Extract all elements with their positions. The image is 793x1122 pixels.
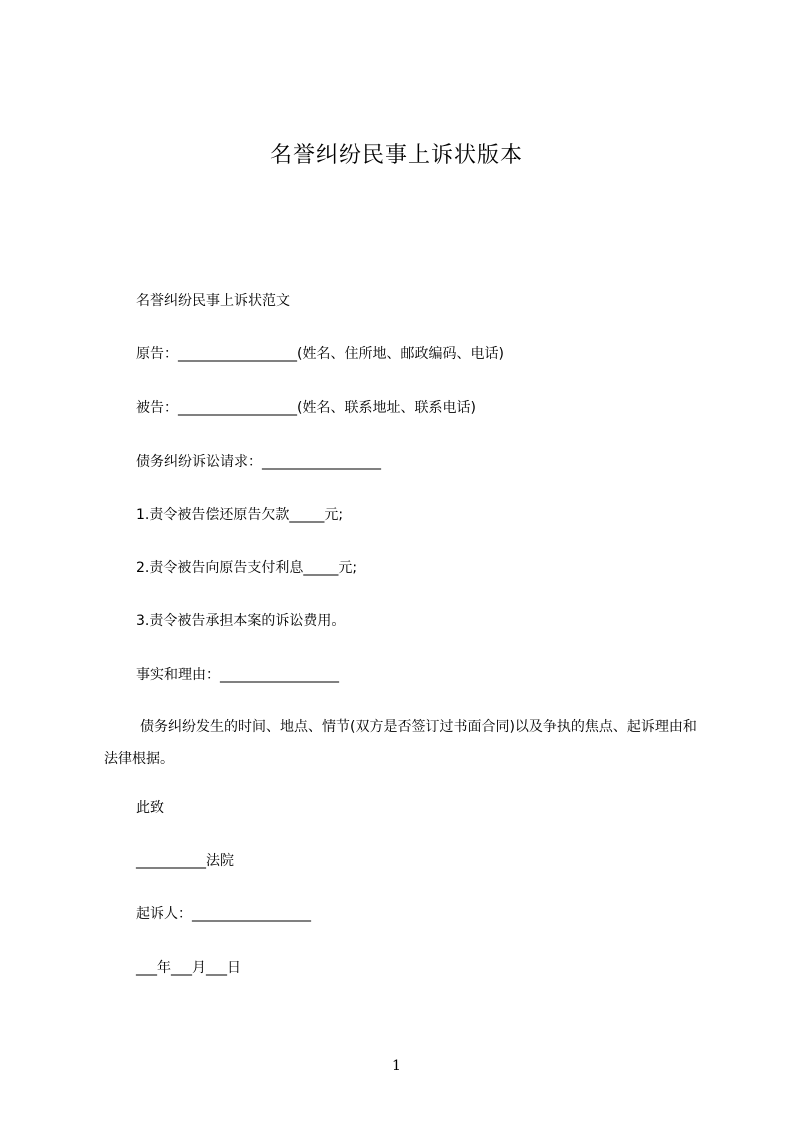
claim-1-line: 1.责令被告偿还原告欠款_____元; [136,507,344,523]
court-line: __________法院 [136,853,234,869]
date-line: ___年___月___日 [136,960,241,976]
defendant-line: 被告：_________________(姓名、联系地址、联系电话) [136,400,476,416]
subtitle-line: 名誉纠纷民事上诉状范文 [136,293,290,309]
page-number: 1 [392,1058,401,1074]
facts-heading-line: 事实和理由：_________________ [136,667,339,683]
claims-heading-line: 债务纠纷诉讼请求：_________________ [136,454,381,470]
claim-3-line: 3.责令被告承担本案的诉讼费用。 [136,613,346,629]
claim-2-line: 2.责令被告向原告支付利息_____元; [136,560,358,576]
plaintiff-line: 原告：_________________(姓名、住所地、邮政编码、电话) [136,346,504,362]
plaintiff-signature-line: 起诉人：_________________ [136,906,311,922]
facts-body-paragraph: 债务纠纷发生的时间、地点、情节(双方是否签订过书面合同)以及争执的焦点、起诉理由和法律根据。 [104,719,697,767]
salutation-line: 此致 [136,800,164,816]
document-title: 名誉纠纷民事上诉状版本 [269,143,523,168]
